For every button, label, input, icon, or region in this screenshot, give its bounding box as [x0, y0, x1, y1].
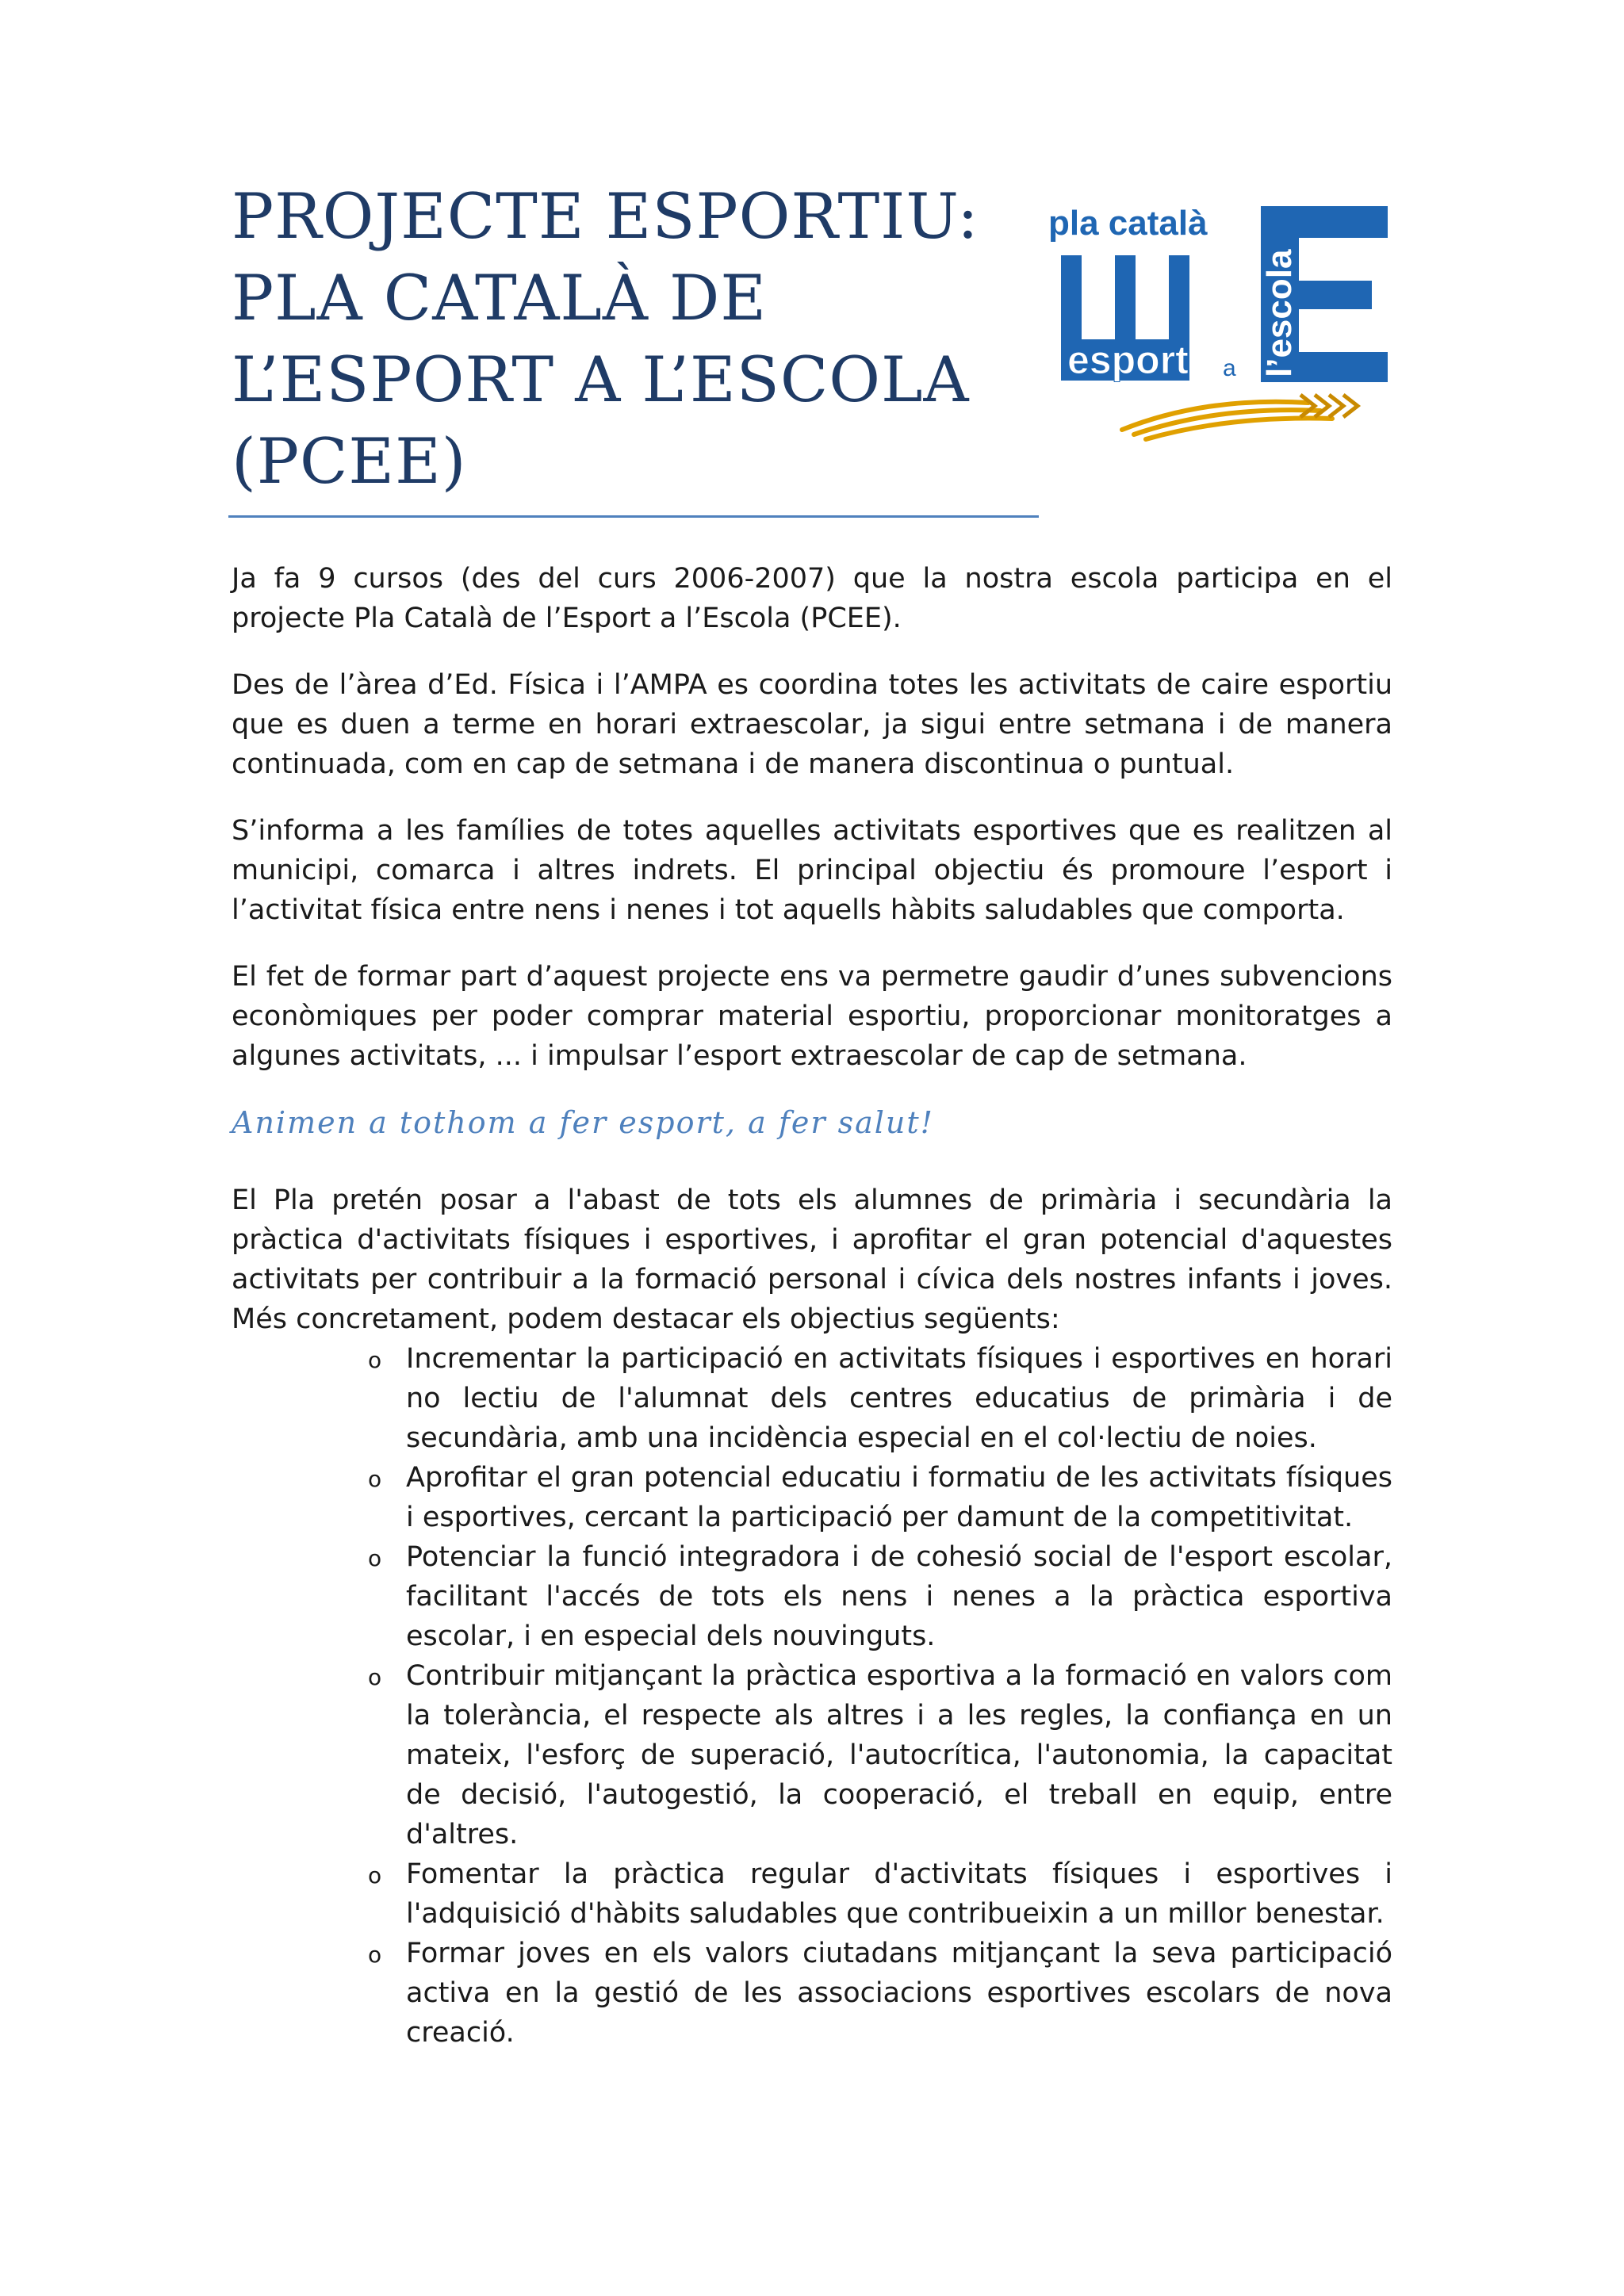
objectives-intro: El Pla pretén posar a l'abast de tots els alumnes de primària i secundària la pràctica d'activitats físiques i esportives, i aprofitar el gran potencial d'aquestes activitats per contribuir a la formació personal i cívica dels nostres infants i joves. Més concretament, podem destacar els objectius següents: [232, 1184, 1392, 1335]
bullet-icon: o [368, 1664, 382, 1690]
bullet-icon: o [368, 1545, 382, 1571]
objectives-list [232, 1339, 1392, 2053]
title-block [232, 176, 1040, 503]
motto-heading: Animen a tothom a fer esport, a fer salut! [232, 1105, 934, 1140]
paragraph-3: S’informa a les famílies de totes aquelles activitats esportives que es realitzen al municipi, comarca i altres indrets. El principal objectiu és promoure l’esport i l’activitat física entre nens i nenes i tot aquells hàbits saludables que comporta. [232, 815, 1392, 926]
logo-text-esport: esport [1067, 338, 1189, 382]
paragraph-1: Ja fa 9 cursos (des del curs 2006-2007) que la nostra escola participa en el projecte Pla Català de l’Esport a l’Escola (PCEE). [232, 563, 1392, 634]
list-item [368, 1934, 1392, 2053]
page-title [232, 176, 1040, 503]
logo-text-a: a [1223, 355, 1236, 381]
title-line-3: L’ESPORT A L’ESCOLA [232, 343, 970, 416]
objective-text: Formar joves en els valors ciutadans mitjançant la seva participació activa en la gestió de les associacions esportives escolars de nova creació. [406, 1938, 1392, 2049]
list-item [368, 1339, 1392, 1458]
list-item [368, 1537, 1392, 1656]
logo-text-escola: l’escola [1260, 249, 1299, 377]
title-line-1: PROJECTE ESPORTIU: [232, 180, 979, 253]
list-item [368, 1854, 1392, 1934]
bullet-icon: o [368, 1466, 382, 1492]
title-line-4: (PCEE) [232, 425, 467, 498]
paragraph-4: El fet de formar part d’aquest projecte ens va permetre gaudir d’unes subvencions econòmiques per poder comprar material esportiu, proporcionar monitoratges a algunes activitats, ... i impulsar l’esport extraescolar de cap de setmana. [232, 961, 1392, 1072]
objective-text: Contribuir mitjançant la pràctica esportiva a la formació en valors com la tolerància, el respecte als altres i a les regles, la confiança en un mateix, l'esforç de superació, l'autocrítica, l'autonomia, la capacitat de decisió, l'autogestió, la cooperació, el treball en equip, entre d'altres. [406, 1660, 1392, 1850]
objective-text: Incrementar la participació en activitats físiques i esportives en horari no lectiu de l'alumnat dels centres educatius de primària i de secundària, amb una incidència especial en el col·lectiu de noies. [406, 1343, 1392, 1454]
title-underline [228, 515, 1039, 518]
list-item [368, 1458, 1392, 1537]
title-line-2: PLA CATALÀ DE [232, 262, 768, 335]
logo-text-pla-catala: pla català [1048, 204, 1208, 243]
objective-text: Potenciar la funció integradora i de cohesió social de l'esport escolar, facilitant l'accés de tots els nens i nenes a la pràctica esportiva escolar, i en especial dels nouvinguts. [406, 1541, 1392, 1652]
list-item [368, 1656, 1392, 1854]
document-body [232, 559, 1392, 2053]
pcee-logo [1047, 198, 1405, 444]
logo-speed-stripes [1122, 402, 1332, 439]
objective-text: Fomentar la pràctica regular d'activitats físiques i esportives i l'adquisició d'hàbits saludables que contribueixin a un millor benestar. [406, 1858, 1392, 1930]
bullet-icon: o [368, 1347, 382, 1373]
logo-speed-arrows [1300, 395, 1358, 417]
paragraph-2: Des de l’àrea d’Ed. Física i l’AMPA es coordina totes les activitats de caire esportiu que es duen a terme en horari extraescolar, ja sigui entre setmana i de manera continuada, com en cap de setmana i de manera discontinua o puntual. [232, 669, 1392, 780]
bullet-icon: o [368, 1942, 382, 1968]
objective-text: Aprofitar el gran potencial educatiu i formatiu de les activitats físiques i esportives, cercant la participació per damunt de la competitivitat. [406, 1462, 1392, 1533]
bullet-icon: o [368, 1862, 382, 1888]
